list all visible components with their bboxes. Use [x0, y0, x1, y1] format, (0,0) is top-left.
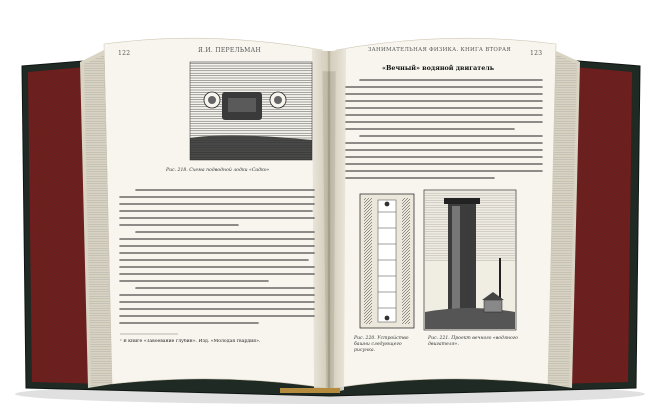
right-running-header: ЗАНИМАТЕЛЬНАЯ ФИЗИКА. КНИГА ВТОРАЯ — [368, 47, 512, 53]
right-page-number: 123 — [530, 50, 543, 57]
right-figure-caption-2: Рис. 221. Проект вечного «водяного двигателя». — [428, 336, 518, 347]
right-figure-caption-1: Рис. 220. Устройство башни следующего рисунка. — [354, 336, 409, 353]
left-running-header: Я.И. ПЕРЕЛЬМАН — [198, 47, 261, 54]
tower-cutaway-figure — [360, 194, 414, 328]
section-heading: «Вечный» водяной двигатель — [382, 64, 495, 72]
ribbon-bookmark — [280, 388, 340, 393]
submarine-figure — [190, 62, 312, 160]
left-figure-caption: Рис. 218. Схема подводной лодки «Садко» — [166, 168, 270, 173]
left-footnote: ¹ В книге «Завоевание глубин». Изд. «Молодая гвардия». — [120, 339, 261, 344]
water-engine-tower-figure — [424, 190, 516, 330]
left-page-number: 122 — [118, 50, 131, 57]
